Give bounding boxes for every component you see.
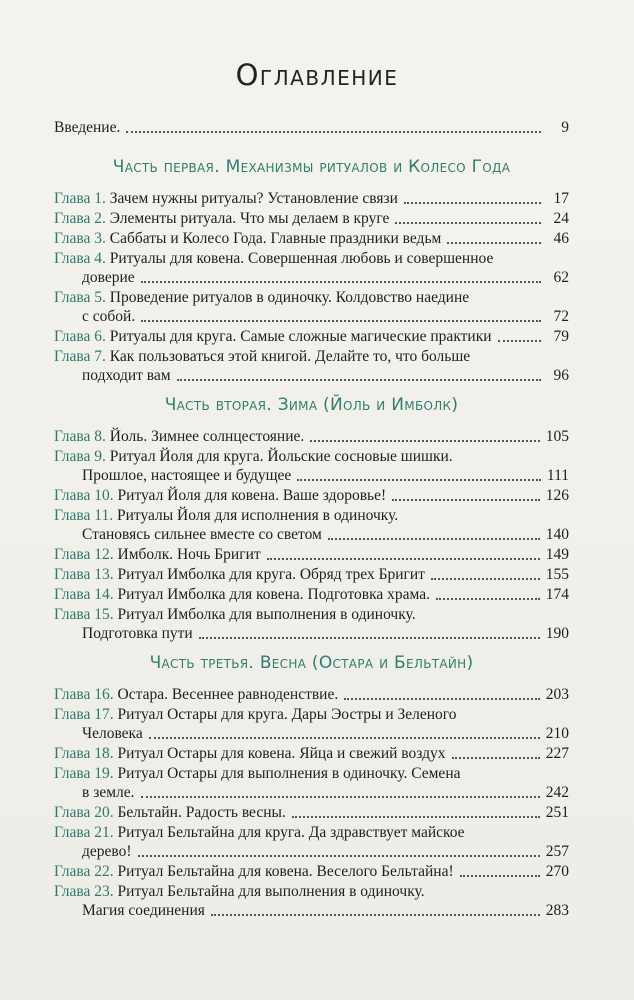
dot-leader [292, 816, 540, 818]
toc-entry[interactable] [54, 862, 569, 881]
toc-entry[interactable] [54, 545, 569, 564]
toc-intro-page: 9 [561, 119, 569, 136]
chapter-title: Ритуал Йоля для ковена. Ваше здоровье! [117, 487, 387, 504]
page-number: 210 [545, 725, 569, 742]
chapter-label: Глава 12. [54, 546, 114, 563]
dot-leader [392, 499, 540, 501]
chapter-label: Глава 5. [54, 289, 106, 306]
toc-entry-line [54, 506, 569, 525]
dot-leader [126, 131, 541, 133]
chapter-title: Ритуал Бельтайна для выполнения в одиночку. [117, 883, 425, 900]
dot-leader [460, 875, 540, 877]
chapter-label: Глава 9. [54, 448, 106, 465]
page-number: 190 [545, 625, 569, 642]
chapter-title: Ритуал Остары для ковена. Яйца и свежий воздух [117, 745, 446, 762]
chapter-label: Глава 7. [54, 348, 106, 365]
toc-entry-last-line [54, 209, 569, 228]
chapter-title: с собой. [82, 308, 136, 325]
toc-entry[interactable] [54, 605, 569, 643]
dot-leader [436, 598, 540, 600]
chapter-label: Глава 23. [54, 883, 114, 900]
page-number: 79 [553, 328, 569, 345]
chapter-title: Ритуал Бельтайна для ковена. Веселого Бельтайна! [117, 863, 454, 880]
dot-leader [141, 796, 540, 798]
chapter-label: Глава 1. [54, 190, 106, 207]
toc-entry-line [54, 605, 569, 624]
page-number: 203 [545, 686, 569, 703]
toc-entry-line [54, 705, 569, 724]
toc-entry[interactable] [54, 189, 569, 208]
toc-entry-last-line [54, 744, 569, 763]
page-title: Оглавление [235, 58, 399, 92]
toc-entry[interactable] [54, 288, 569, 326]
page-number: 46 [553, 230, 569, 247]
toc-entry[interactable] [54, 209, 569, 228]
page-number: 72 [553, 308, 569, 325]
toc-entry-last-line [54, 307, 569, 326]
toc-entry-line [54, 764, 569, 783]
dot-leader [431, 578, 540, 580]
page-number: 270 [545, 863, 569, 880]
page-number: 242 [545, 784, 569, 801]
toc-entry-last-line [54, 783, 569, 802]
chapter-title: Имболк. Ночь Бригит [117, 546, 261, 563]
toc-entry-line [54, 249, 569, 268]
toc-entry[interactable] [54, 705, 569, 743]
dot-leader [404, 202, 541, 204]
toc-entry[interactable] [54, 685, 569, 704]
toc-entry[interactable] [54, 427, 569, 446]
page-number: 126 [545, 487, 569, 504]
chapter-title: Человека [82, 725, 143, 742]
chapter-title: Подготовка пути [82, 625, 193, 642]
dot-leader [267, 558, 540, 560]
chapter-title: Ритуал Остары для выполнения в одиночку. Семена [117, 765, 461, 782]
toc-entry-last-line [54, 466, 569, 485]
chapter-title: Ритуал Бельтайна для круга. Да здравствует майское [117, 824, 465, 841]
chapter-title: Ритуалы для ковена. Совершенная любовь и совершенное [109, 250, 494, 267]
chapter-title: Проведение ритуалов в одиночку. Колдовство наедине [109, 289, 470, 306]
toc-entry[interactable] [54, 764, 569, 802]
toc-entry-line [54, 347, 569, 366]
chapter-title: Становясь сильнее вместе со светом [82, 526, 322, 543]
chapter-label: Глава 15. [54, 606, 114, 623]
dot-leader [310, 440, 539, 442]
toc-entry-last-line [54, 486, 569, 505]
chapter-label: Глава 22. [54, 863, 114, 880]
chapter-label: Глава 8. [54, 428, 106, 445]
toc-entry[interactable] [54, 823, 569, 861]
dot-leader [297, 479, 541, 481]
chapter-title: Прошлое, настоящее и будущее [82, 467, 292, 484]
page-number: 140 [545, 526, 569, 543]
chapter-title: Остара. Весеннее равноденствие. [117, 686, 339, 703]
chapter-label: Глава 3. [54, 230, 106, 247]
toc-entry-line [54, 882, 569, 901]
toc-entry-line [54, 447, 569, 466]
chapter-label: Глава 21. [54, 824, 114, 841]
chapter-title: Зачем нужны ритуалы? Установление связи [109, 190, 398, 207]
toc-entry-last-line [54, 685, 569, 704]
chapter-label: Глава 14. [54, 586, 114, 603]
toc-entry-line [54, 823, 569, 842]
toc-entry[interactable] [54, 347, 569, 385]
dot-leader [498, 340, 541, 342]
dot-leader [211, 914, 540, 916]
toc-entry-last-line [54, 585, 569, 604]
toc-entry-last-line [54, 862, 569, 881]
chapter-title: Магия соединения [82, 902, 205, 919]
page-number: 96 [553, 367, 569, 384]
chapter-title: Ритуал Имболка для ковена. Подготовка храма. [117, 586, 430, 603]
toc-entry[interactable] [54, 882, 569, 920]
chapter-label: Глава 4. [54, 250, 106, 267]
toc-entry-last-line [54, 427, 569, 446]
chapter-title: Ритуал Имболка для выполнения в одиночку. [117, 606, 416, 623]
toc-entry[interactable] [54, 249, 569, 287]
dot-leader [138, 855, 540, 857]
part-heading[interactable]: Часть вторая. Зима (Йоль и Имболк) [164, 395, 459, 415]
toc-entry[interactable] [54, 327, 569, 346]
chapter-title: в земле. [82, 784, 135, 801]
page-number: 257 [545, 843, 569, 860]
page-number: 111 [546, 467, 569, 484]
toc-intro[interactable] [54, 118, 569, 137]
chapter-title: Саббаты и Колесо Года. Главные праздники ведьм [109, 230, 442, 247]
toc-entry[interactable] [54, 803, 569, 822]
chapter-label: Глава 10. [54, 487, 114, 504]
page-number: 105 [545, 428, 569, 445]
chapter-title: Ритуал Йоля для круга. Йольские сосновые шишки. [109, 448, 453, 465]
dot-leader [141, 320, 541, 322]
page-number: 62 [553, 269, 569, 286]
toc-entry[interactable] [54, 486, 569, 505]
toc-entry-last-line [54, 189, 569, 208]
chapter-label: Глава 19. [54, 765, 114, 782]
toc-entry[interactable] [54, 447, 569, 485]
dot-leader [344, 698, 540, 700]
chapter-title: дерево! [82, 843, 132, 860]
page-number: 155 [545, 566, 569, 583]
toc-entry-last-line [54, 901, 569, 920]
page-number: 17 [553, 190, 569, 207]
chapter-label: Глава 11. [54, 507, 114, 524]
toc-entry-last-line [54, 803, 569, 822]
chapter-label: Глава 16. [54, 686, 114, 703]
page-number: 149 [545, 546, 569, 563]
dot-leader [447, 242, 541, 244]
chapter-label: Глава 18. [54, 745, 114, 762]
toc-entry-last-line [54, 525, 569, 544]
dot-leader [199, 637, 540, 639]
toc-entry[interactable] [54, 565, 569, 584]
chapter-title: доверие [82, 269, 135, 286]
chapter-title: Ритуалы Йоля для исполнения в одиночку. [116, 507, 399, 524]
page-number: 227 [545, 745, 569, 762]
page-number: 24 [553, 210, 569, 227]
part-heading[interactable]: Часть третья. Весна (Остара и Бельтайн) [149, 653, 474, 673]
chapter-label: Глава 2. [54, 210, 106, 227]
chapter-label: Глава 6. [54, 328, 106, 345]
table-of-contents [54, 118, 569, 921]
toc-entry-last-line [54, 565, 569, 584]
toc-entry-last-line [54, 327, 569, 346]
dot-leader [141, 281, 541, 283]
page-number: 174 [545, 586, 569, 603]
toc-entry-last-line [54, 624, 569, 643]
toc-entry-last-line [54, 229, 569, 248]
toc-entry[interactable] [54, 229, 569, 248]
dot-leader [395, 222, 541, 224]
toc-entry-last-line [54, 366, 569, 385]
dot-leader [328, 538, 540, 540]
chapter-label: Глава 20. [54, 804, 114, 821]
chapter-title: Элементы ритуала. Что мы делаем в круге [109, 210, 390, 227]
toc-entry[interactable] [54, 585, 569, 604]
toc-entry-line [54, 288, 569, 307]
chapter-label: Глава 13. [54, 566, 114, 583]
toc-intro-text: Введение. [54, 119, 121, 136]
chapter-title: Как пользоваться этой книгой. Делайте то, что больше [109, 348, 471, 365]
page-number: 251 [545, 804, 569, 821]
toc-entry-last-line [54, 842, 569, 861]
dot-leader [177, 379, 541, 381]
toc-entry-last-line [54, 724, 569, 743]
toc-entry[interactable] [54, 744, 569, 763]
chapter-title: Йоль. Зимнее солнцестояние. [109, 428, 305, 445]
chapter-title: Ритуалы для круга. Самые сложные магические практики [109, 328, 492, 345]
chapter-title: Ритуал Имболка для круга. Обряд трех Бригит [117, 566, 425, 583]
toc-entry[interactable] [54, 506, 569, 544]
dot-leader [452, 757, 540, 759]
chapter-title: Бельтайн. Радость весны. [117, 804, 286, 821]
toc-entry-last-line [54, 545, 569, 564]
part-heading[interactable]: Часть первая. Механизмы ритуалов и Колесо Года [112, 157, 511, 177]
chapter-title: Ритуал Остары для круга. Дары Эостры и Зеленого [117, 706, 457, 723]
toc-entry-last-line [54, 268, 569, 287]
dot-leader [149, 737, 540, 739]
chapter-title: подходит вам [82, 367, 171, 384]
page-number: 283 [545, 902, 569, 919]
chapter-label: Глава 17. [54, 706, 114, 723]
